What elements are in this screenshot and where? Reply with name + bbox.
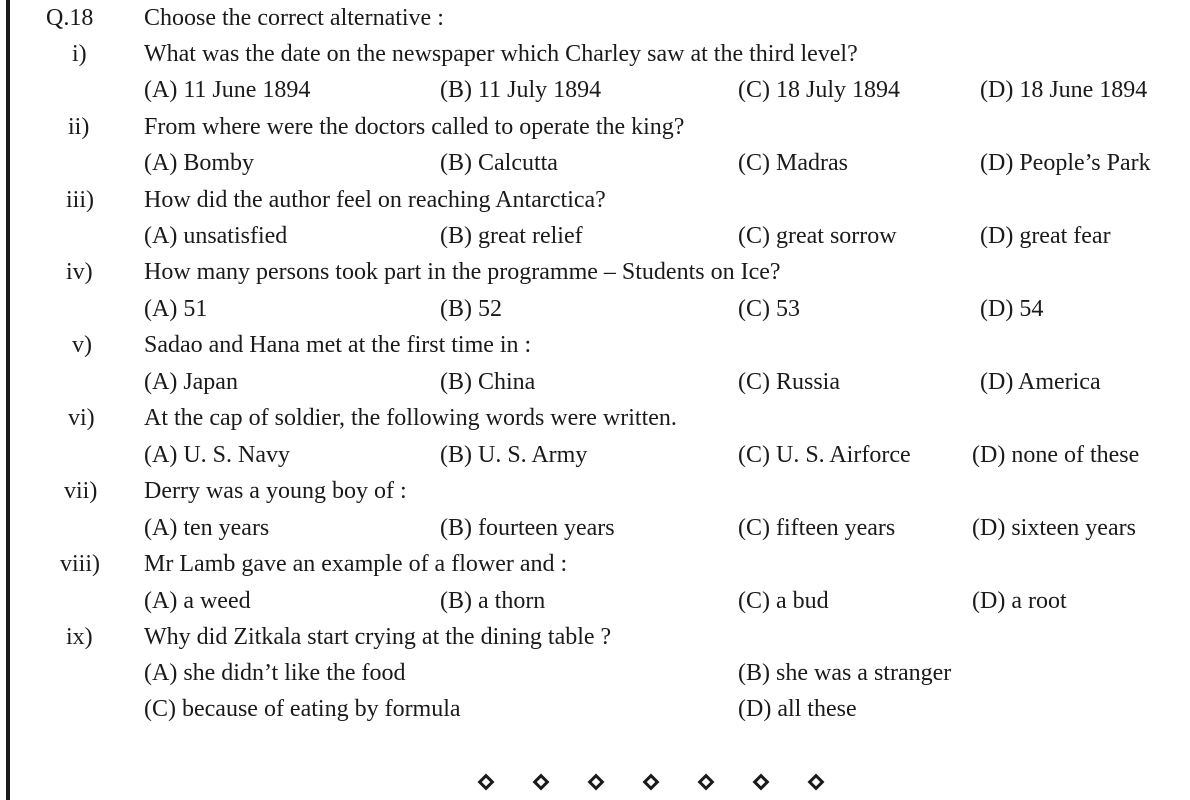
diamond-ornament-icon: [698, 774, 715, 791]
option-c: (C) because of eating by formula: [144, 696, 461, 722]
item-numeral: vi): [68, 405, 95, 431]
item-numeral: v): [72, 332, 92, 358]
item-question: At the cap of soldier, the following words were written.: [144, 405, 677, 431]
option-c: (C) 18 July 1894: [738, 77, 900, 103]
option-d: (D) sixteen years: [972, 515, 1136, 541]
option-d: (D) 54: [980, 296, 1044, 322]
option-a: (A) 11 June 1894: [144, 77, 311, 103]
option-d: (D) none of these: [972, 442, 1140, 468]
option-b: (B) 11 July 1894: [440, 77, 602, 103]
ornament-row: [480, 776, 865, 788]
option-b: (B) a thorn: [440, 588, 546, 614]
diamond-ornament-icon: [588, 774, 605, 791]
option-c: (C) a bud: [738, 588, 829, 614]
item-question: What was the date on the newspaper which Charley saw at the third level?: [144, 41, 858, 67]
option-b: (B) China: [440, 369, 536, 395]
option-a: (A) Bomby: [144, 150, 254, 176]
option-b: (B) fourteen years: [440, 515, 615, 541]
option-b: (B) U. S. Army: [440, 442, 588, 468]
item-numeral: viii): [60, 551, 100, 577]
diamond-ornament-icon: [643, 774, 660, 791]
item-question: Sadao and Hana met at the first time in :: [144, 332, 532, 358]
option-c: (C) great sorrow: [738, 223, 897, 249]
item-numeral: ix): [66, 624, 93, 650]
item-numeral: iv): [66, 259, 93, 285]
option-d: (D) People’s Park: [980, 150, 1151, 176]
item-question: From where were the doctors called to operate the king?: [144, 114, 685, 140]
diamond-ornament-icon: [808, 774, 825, 791]
option-b: (B) 52: [440, 296, 502, 322]
option-d: (D) America: [980, 369, 1101, 395]
option-d: (D) a root: [972, 588, 1067, 614]
option-a: (A) U. S. Navy: [144, 442, 290, 468]
left-margin-rule: [6, 0, 10, 800]
item-numeral: i): [72, 41, 87, 67]
option-a: (A) a weed: [144, 588, 251, 614]
option-c: (C) 53: [738, 296, 800, 322]
option-b: (B) great relief: [440, 223, 583, 249]
item-numeral: ii): [68, 114, 90, 140]
item-numeral: iii): [66, 187, 94, 213]
item-question: Mr Lamb gave an example of a flower and :: [144, 551, 568, 577]
item-question: Derry was a young boy of :: [144, 478, 407, 504]
option-c: (C) Madras: [738, 150, 848, 176]
option-b: (B) she was a stranger: [738, 660, 952, 686]
item-question: How did the author feel on reaching Antarctica?: [144, 187, 606, 213]
option-a: (A) unsatisfied: [144, 223, 288, 249]
question-instruction: Choose the correct alternative :: [144, 5, 444, 31]
option-a: (A) 51: [144, 296, 208, 322]
option-d: (D) great fear: [980, 223, 1111, 249]
item-question: Why did Zitkala start crying at the dining table ?: [144, 624, 612, 650]
diamond-ornament-icon: [753, 774, 770, 791]
option-c: (C) Russia: [738, 369, 840, 395]
item-numeral: vii): [64, 478, 98, 504]
option-c: (C) fifteen years: [738, 515, 896, 541]
option-a: (A) ten years: [144, 515, 270, 541]
option-d: (D) 18 June 1894: [980, 77, 1148, 103]
option-b: (B) Calcutta: [440, 150, 558, 176]
question-number: Q.18: [46, 5, 94, 31]
diamond-ornament-icon: [533, 774, 550, 791]
option-d: (D) all these: [738, 696, 857, 722]
diamond-ornament-icon: [478, 774, 495, 791]
option-a: (A) Japan: [144, 369, 238, 395]
option-c: (C) U. S. Airforce: [738, 442, 911, 468]
item-question: How many persons took part in the programme – Students on Ice?: [144, 259, 781, 285]
option-a: (A) she didn’t like the food: [144, 660, 406, 686]
